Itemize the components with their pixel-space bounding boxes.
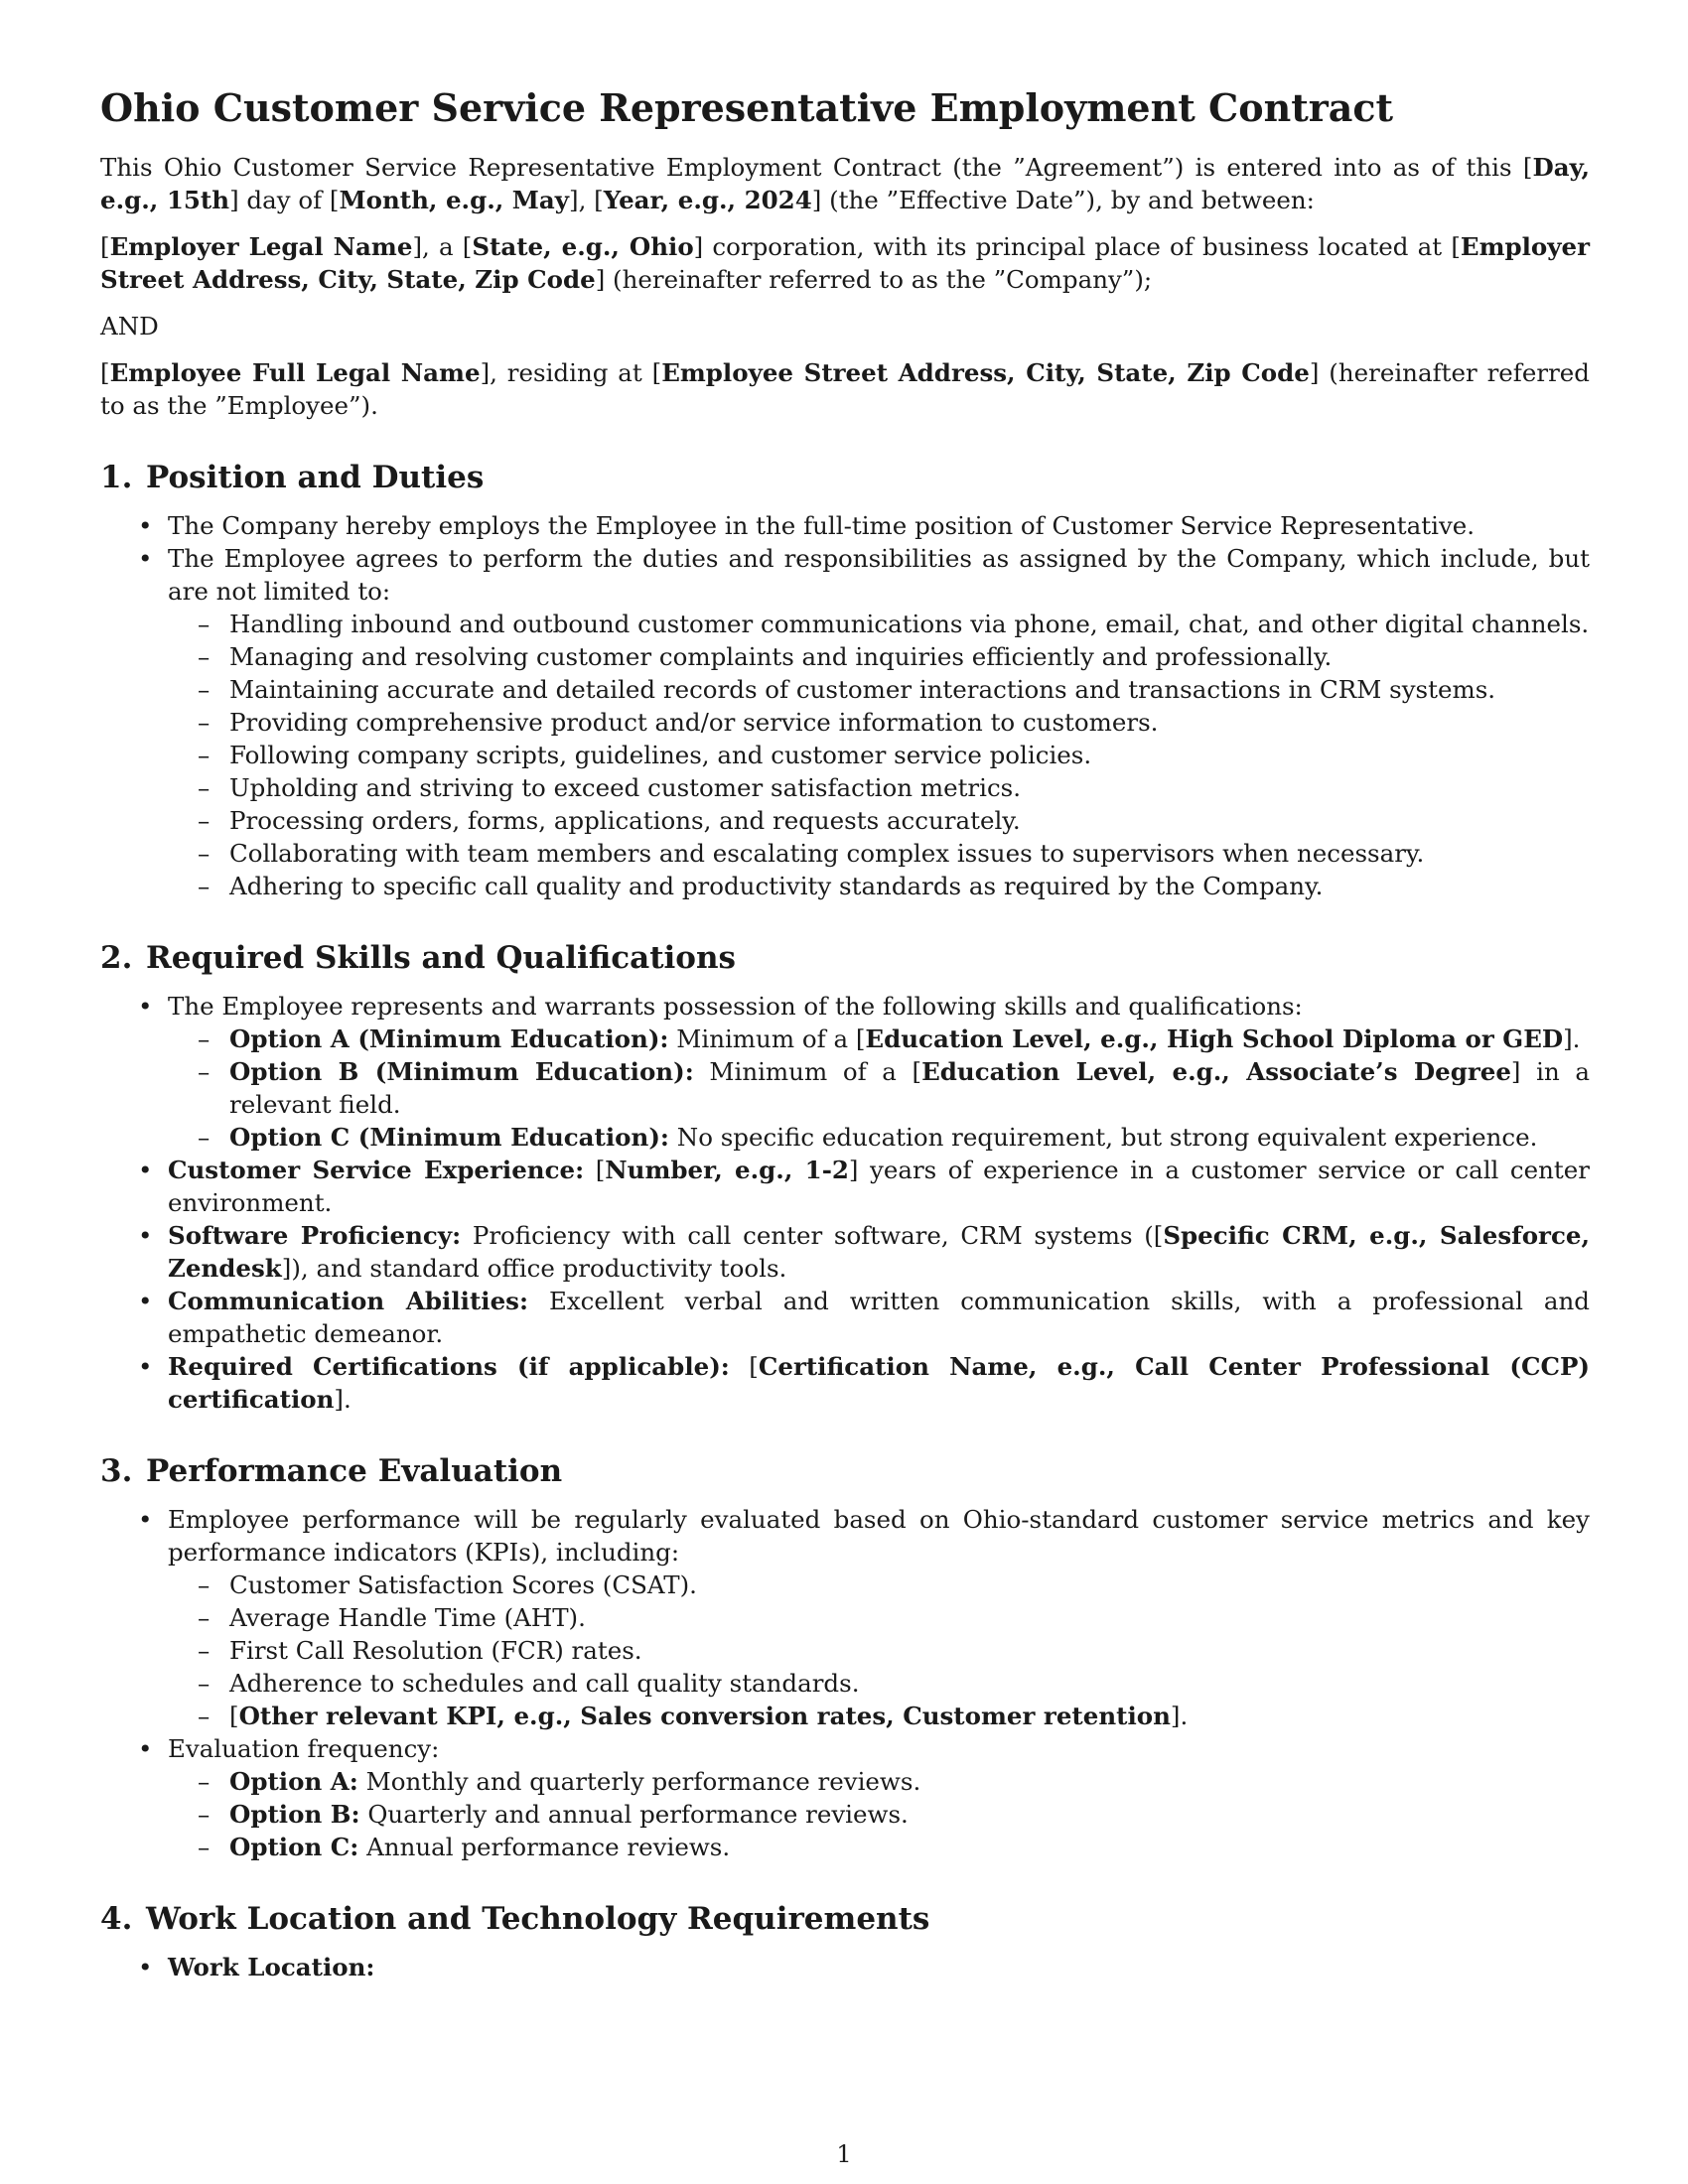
sub-list-item <box>168 1798 1590 1831</box>
list-item <box>100 990 1590 1154</box>
text-run: [ <box>584 1156 606 1184</box>
sub-list-item <box>168 640 1590 673</box>
list-item <box>100 1285 1590 1350</box>
section-number: 1. <box>100 460 133 495</box>
text-run: The Employee agrees to perform the duties and responsibilities as assigned by the Company, which include, but are not limited to: <box>168 544 1590 606</box>
bold-text: Employee Full Legal Name <box>109 358 481 387</box>
text-run: ]), and standard office productivity tools. <box>281 1254 787 1283</box>
text-run: Managing and resolving customer complaints and inquiries efficiently and professionally. <box>229 642 1333 671</box>
section-heading <box>100 1899 1590 1939</box>
list-item <box>100 1732 1590 1863</box>
text-run: Annual performance reviews. <box>358 1833 731 1861</box>
intro-paragraph-1 <box>100 151 1590 216</box>
text-run: Providing comprehensive product and/or service information to customers. <box>229 708 1159 737</box>
list-item-text <box>168 1951 1590 1983</box>
text-run: Average Handle Time (AHT). <box>229 1603 586 1632</box>
bold-text: Software Proficiency: <box>168 1221 462 1250</box>
text-run: ] years of experience in a customer service or call center environment. <box>168 1156 1590 1217</box>
text-run: The Employee represents and warrants possession of the following skills and qualifications: <box>168 992 1303 1021</box>
bold-text: Required Certifications (if applicable): <box>168 1352 730 1381</box>
sub-list-item <box>168 673 1590 706</box>
text-run: Upholding and striving to exceed customer satisfaction metrics. <box>229 773 1022 802</box>
list-item-text <box>168 990 1590 1023</box>
intro-paragraph-2 <box>100 230 1590 296</box>
list-item <box>100 1951 1590 1983</box>
text-run: AND <box>100 312 159 341</box>
bold-text: Education Level, e.g., Associate’s Degree <box>921 1057 1511 1086</box>
section-heading <box>100 938 1590 978</box>
list-item-text <box>168 1154 1590 1219</box>
text-run: Processing orders, forms, applications, and requests accurately. <box>229 806 1021 835</box>
bold-text: Month, e.g., May <box>339 186 570 214</box>
bold-text: Option A: <box>229 1767 358 1796</box>
intro-paragraph-3 <box>100 310 1590 342</box>
document-page <box>100 85 1590 1983</box>
bold-text: Customer Service Experience: <box>168 1156 585 1184</box>
bold-text: Year, e.g., 2024 <box>603 186 812 214</box>
list-item-text <box>168 1285 1590 1350</box>
text-run: ] corporation, with its principal place of business located at [ <box>693 232 1461 261</box>
text-run: Quarterly and annual performance reviews. <box>359 1800 909 1829</box>
text-run: ] day of [ <box>229 186 340 214</box>
text-run: [ <box>729 1352 759 1381</box>
sub-list <box>106 1569 1590 1732</box>
text-run: ]. <box>1563 1024 1581 1053</box>
bold-text: Certification Name, e.g., Call Center Professional (CCP) certification <box>168 1352 1590 1414</box>
text-run: Proficiency with call center software, CRM systems ([ <box>461 1221 1164 1250</box>
sub-list-item <box>168 1765 1590 1798</box>
bold-text: Employer Street Address, City, State, Zip Code <box>100 232 1590 294</box>
text-run: ] (the ”Effective Date”), by and between: <box>811 186 1315 214</box>
section-number: 4. <box>100 1901 133 1937</box>
section-heading <box>100 1451 1590 1491</box>
text-run: First Call Resolution (FCR) rates. <box>229 1636 642 1665</box>
text-run: Excellent verbal and written communication skills, with a professional and empathetic demeanor. <box>168 1287 1590 1348</box>
sub-list-item <box>168 1569 1590 1601</box>
text-run: [ <box>100 358 110 387</box>
document-title: Ohio Customer Service Representative Employment Contract <box>100 85 1394 130</box>
text-run: Employee performance will be regularly evaluated based on Ohio-standard customer service metrics and key performance indicators (KPIs), including: <box>168 1505 1590 1567</box>
text-run: ]. <box>334 1385 352 1414</box>
bold-text: Option A (Minimum Education): <box>229 1024 669 1053</box>
bold-text: Work Location: <box>168 1953 375 1981</box>
text-run: No specific education requirement, but strong equivalent experience. <box>668 1123 1538 1152</box>
text-run: ], residing at [ <box>480 358 662 387</box>
bold-text: Option B: <box>229 1800 360 1829</box>
text-run: ], a [ <box>412 232 473 261</box>
bold-text: Number, e.g., 1-2 <box>605 1156 849 1184</box>
text-run: ] in a relevant field. <box>229 1057 1590 1119</box>
text-run: Minimum of a [ <box>693 1057 922 1086</box>
bullet-list <box>100 1503 1590 1863</box>
text-run: Following company scripts, guidelines, and customer service policies. <box>229 741 1092 769</box>
intro-paragraph-4 <box>100 356 1590 422</box>
sub-list-item <box>168 739 1590 771</box>
text-run: ] (hereinafter referred to as the ”Employee”). <box>100 358 1590 420</box>
text-run: The Company hereby employs the Employee in the full-time position of Customer Service Representative. <box>168 511 1476 540</box>
sub-list-item <box>168 1667 1590 1700</box>
list-item <box>100 542 1590 902</box>
text-run: [ <box>229 1702 239 1730</box>
list-item <box>100 1350 1590 1416</box>
bold-text: Employee Street Address, City, State, Zip Code <box>661 358 1310 387</box>
sub-list-item <box>168 1634 1590 1667</box>
sub-list-item <box>168 870 1590 902</box>
text-run: Monthly and quarterly performance reviews. <box>357 1767 921 1796</box>
bold-text: Education Level, e.g., High School Diploma or GED <box>865 1024 1564 1053</box>
text-run: Customer Satisfaction Scores (CSAT). <box>229 1570 697 1599</box>
list-item <box>100 1503 1590 1732</box>
sub-list-item <box>168 804 1590 837</box>
bullet-list <box>100 990 1590 1416</box>
text-run: ]. <box>1170 1702 1189 1730</box>
sub-list <box>106 1765 1590 1863</box>
sub-list <box>106 1023 1590 1154</box>
list-item <box>100 1219 1590 1285</box>
sub-list-item <box>168 706 1590 739</box>
sub-list-item <box>168 1831 1590 1863</box>
section-number: 3. <box>100 1453 133 1489</box>
section-title: Performance Evaluation <box>146 1453 563 1489</box>
sub-list-item <box>168 1055 1590 1121</box>
text-run: Evaluation frequency: <box>168 1734 440 1763</box>
text-run: Collaborating with team members and escalating complex issues to supervisors when necessary. <box>229 839 1425 868</box>
bold-text: Option C: <box>229 1833 359 1861</box>
text-run: Handling inbound and outbound customer communications via phone, email, chat, and other digital channels. <box>229 610 1590 638</box>
list-item-text <box>168 1219 1590 1285</box>
bold-text: Option C (Minimum Education): <box>229 1123 669 1152</box>
text-run: ] (hereinafter referred to as the ”Company”); <box>595 265 1153 294</box>
sub-list-item <box>168 771 1590 804</box>
bold-text: Option B (Minimum Education): <box>229 1057 694 1086</box>
list-item-text <box>168 509 1590 542</box>
bold-text: Communication Abilities: <box>168 1287 529 1315</box>
list-item-text <box>168 1350 1590 1416</box>
sub-list-item <box>168 1700 1590 1732</box>
sections-container <box>100 458 1590 1983</box>
sub-list-item <box>168 837 1590 870</box>
text-run: Adherence to schedules and call quality standards. <box>229 1669 860 1698</box>
list-item-text <box>168 1503 1590 1569</box>
page-number: 1 <box>836 2140 852 2168</box>
text-run: ], [ <box>569 186 604 214</box>
text-run: [ <box>100 232 110 261</box>
sub-list-item <box>168 608 1590 640</box>
bold-text: Specific CRM, e.g., Salesforce, Zendesk <box>168 1221 1590 1283</box>
sub-list-item <box>168 1601 1590 1634</box>
bold-text: State, e.g., Ohio <box>472 232 694 261</box>
sub-list-item <box>168 1121 1590 1154</box>
list-item <box>100 1154 1590 1219</box>
text-run: Adhering to specific call quality and productivity standards as required by the Company. <box>229 872 1324 900</box>
bullet-list <box>100 509 1590 902</box>
text-run: Maintaining accurate and detailed records of customer interactions and transactions in CRM systems. <box>229 675 1496 704</box>
list-item-text <box>168 1732 1590 1765</box>
bold-text: Employer Legal Name <box>109 232 413 261</box>
section-number: 2. <box>100 940 133 976</box>
section-title: Required Skills and Qualifications <box>146 940 736 976</box>
section-heading <box>100 458 1590 497</box>
bold-text: Other relevant KPI, e.g., Sales conversion rates, Customer retention <box>238 1702 1171 1730</box>
sub-list-item <box>168 1023 1590 1055</box>
section-title: Work Location and Technology Requirements <box>146 1901 930 1937</box>
text-run: This Ohio Customer Service Representative Employment Contract (the ”Agreement”) is entered into as of this [ <box>100 153 1533 182</box>
list-item <box>100 509 1590 542</box>
section-title: Position and Duties <box>146 460 485 495</box>
text-run: Minimum of a [ <box>668 1024 866 1053</box>
bullet-list <box>100 1951 1590 1983</box>
sub-list <box>106 608 1590 902</box>
bold-text: Day, e.g., 15th <box>100 153 1590 214</box>
list-item-text <box>168 542 1590 608</box>
